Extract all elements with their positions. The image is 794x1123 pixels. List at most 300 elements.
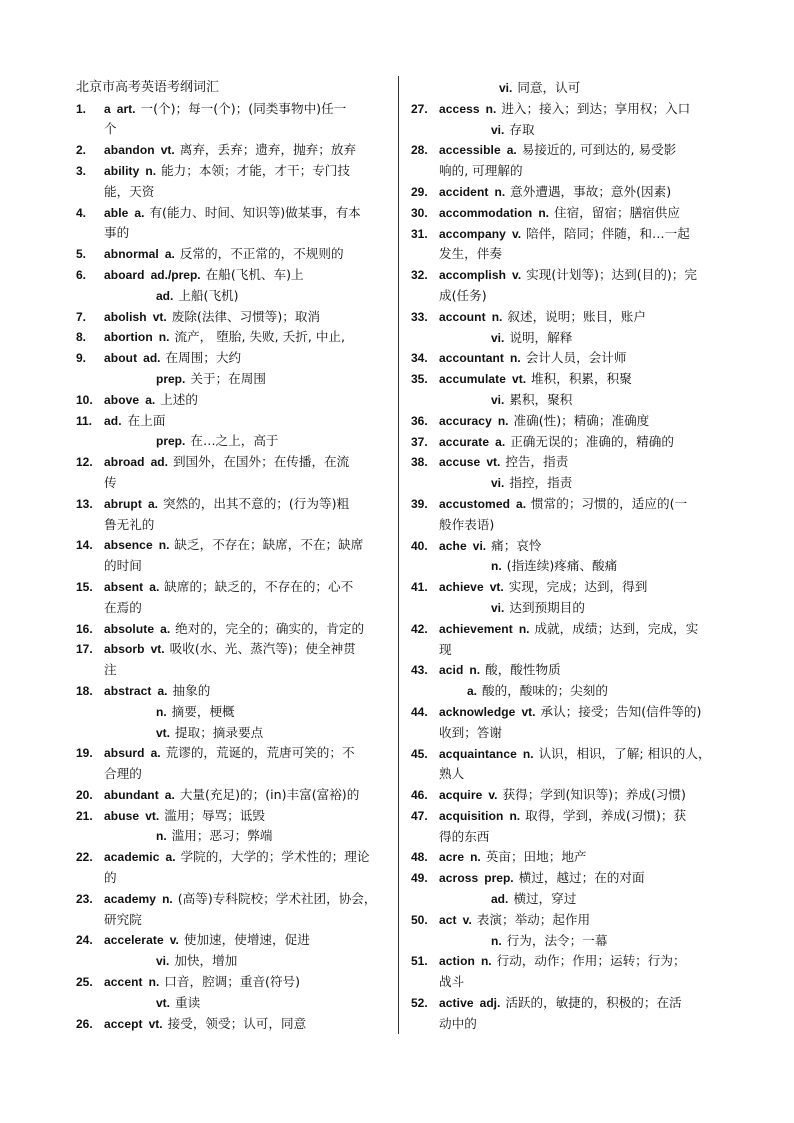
headword: access bbox=[439, 101, 480, 116]
sub-definition: 关于；在周围 bbox=[190, 370, 266, 386]
headword: abuse bbox=[104, 808, 140, 823]
sub-sense-line bbox=[76, 431, 390, 452]
sub-part-of-speech: vi. bbox=[491, 392, 505, 407]
vocab-entry bbox=[411, 951, 725, 993]
definition-continued: 鲁无礼的 bbox=[104, 516, 155, 532]
headword: accelerate bbox=[104, 933, 164, 948]
vocab-entry bbox=[76, 140, 390, 161]
definition-continued: 收到；答谢 bbox=[439, 724, 502, 740]
entry-line bbox=[76, 743, 390, 764]
headword: ache bbox=[439, 538, 467, 553]
sub-sense-line bbox=[411, 889, 725, 910]
sub-sense-line bbox=[76, 702, 390, 723]
vocab-entry bbox=[76, 307, 390, 328]
sub-part-of-speech: prep. bbox=[156, 371, 186, 386]
vocab-entry bbox=[411, 806, 725, 848]
entry-line bbox=[411, 203, 725, 224]
entry-number: 8. bbox=[76, 330, 87, 345]
headword: absent bbox=[104, 579, 144, 594]
part-of-speech: vt. bbox=[486, 455, 501, 470]
headword: ad. bbox=[104, 413, 122, 428]
part-of-speech: vt. bbox=[489, 580, 504, 595]
entry-line bbox=[411, 806, 725, 827]
headword: accent bbox=[104, 975, 143, 990]
sub-definition: 酸的，酸味的；尖刻的 bbox=[482, 683, 608, 699]
headword: about bbox=[104, 351, 138, 366]
headword: absolute bbox=[104, 621, 155, 636]
column-divider bbox=[398, 76, 399, 1034]
entry-number: 16. bbox=[76, 621, 93, 636]
entry-number: 51. bbox=[411, 954, 428, 969]
vocab-entry bbox=[76, 889, 390, 931]
sub-part-of-speech: vi. bbox=[491, 330, 505, 345]
sub-part-of-speech: a. bbox=[467, 684, 478, 699]
entry-line bbox=[411, 868, 725, 889]
headword: abolish bbox=[104, 309, 147, 324]
entry-line bbox=[411, 224, 725, 245]
vocab-entry bbox=[76, 244, 390, 265]
headword: absurd bbox=[104, 746, 145, 761]
entry-number: 35. bbox=[411, 372, 428, 387]
entry-line bbox=[411, 744, 725, 765]
entry-line bbox=[76, 307, 390, 328]
headword: ability bbox=[104, 163, 140, 178]
entry-number: 29. bbox=[411, 184, 428, 199]
definition: 活跃的，敏捷的，积极的；在活 bbox=[505, 995, 682, 1011]
vocab-entry bbox=[76, 681, 390, 743]
definition: 抽象的 bbox=[172, 682, 211, 698]
definition-continued: 现 bbox=[439, 641, 452, 657]
entry-number: 10. bbox=[76, 392, 93, 407]
headword: aboard bbox=[104, 267, 145, 282]
vocab-entry bbox=[76, 930, 390, 972]
vocab-entry bbox=[76, 265, 390, 307]
part-of-speech: n. bbox=[158, 330, 170, 345]
definition: (高等)专科院校；学术社团，协会， bbox=[177, 890, 377, 906]
vocab-entry bbox=[411, 847, 725, 868]
definition-continued: 传 bbox=[104, 474, 117, 490]
vocab-entry bbox=[76, 847, 390, 889]
continuation-def: 同意，认可 bbox=[517, 80, 581, 95]
vocab-entry bbox=[411, 348, 725, 369]
entry-number: 42. bbox=[411, 621, 428, 636]
headword: acid bbox=[439, 663, 464, 678]
entry-number: 50. bbox=[411, 912, 428, 927]
part-of-speech: n. bbox=[491, 309, 503, 324]
vocab-entry bbox=[76, 411, 390, 453]
definition: 住宿，留宿；膳宿供应 bbox=[554, 204, 680, 220]
definition: 正确无误的；准确的，精确的 bbox=[510, 433, 674, 449]
entry-number: 32. bbox=[411, 268, 428, 283]
sub-part-of-speech: ad. bbox=[156, 288, 174, 303]
definition-continued: 事的 bbox=[104, 225, 130, 241]
entry-number: 1. bbox=[76, 101, 87, 116]
entry-line bbox=[76, 348, 390, 369]
entry-number: 4. bbox=[76, 205, 87, 220]
entry-number: 3. bbox=[76, 163, 87, 178]
headword: accountant bbox=[439, 351, 505, 366]
definition: 成就，成绩；达到，完成，实 bbox=[534, 620, 699, 636]
definition: 进入；接入；到达；享用权；入口 bbox=[501, 100, 691, 116]
part-of-speech: ad. bbox=[150, 455, 168, 470]
vocab-entry bbox=[411, 307, 725, 349]
sub-definition: 加快，增加 bbox=[174, 953, 238, 969]
entry-line bbox=[76, 411, 390, 432]
entry-line bbox=[76, 203, 390, 224]
vocab-entry bbox=[411, 452, 725, 494]
entry-number: 9. bbox=[76, 351, 87, 366]
entry-line bbox=[76, 327, 390, 348]
entry-number: 37. bbox=[411, 434, 428, 449]
part-of-speech: a. bbox=[164, 247, 175, 262]
entry-number: 20. bbox=[76, 787, 93, 802]
vocab-entry bbox=[411, 224, 725, 266]
vocab-entry bbox=[411, 99, 725, 141]
entry-line bbox=[411, 348, 725, 369]
definition: 酸，酸性物质 bbox=[485, 662, 561, 678]
vocab-entry bbox=[411, 182, 725, 203]
definition: 实现，完成；达到，得到 bbox=[508, 579, 648, 595]
sub-definition: 横过，穿过 bbox=[513, 891, 577, 907]
entry-line bbox=[411, 369, 725, 390]
entry-line bbox=[411, 577, 725, 598]
vocab-entry bbox=[411, 660, 725, 702]
entry-number: 47. bbox=[411, 808, 428, 823]
part-of-speech: vt. bbox=[160, 143, 175, 158]
definition-continued: 在焉的 bbox=[104, 599, 142, 615]
headword: accommodation bbox=[439, 205, 533, 220]
headword: accompany bbox=[439, 226, 506, 241]
vocab-entry bbox=[411, 536, 725, 578]
vocab-entry bbox=[411, 140, 725, 182]
headword: achieve bbox=[439, 580, 484, 595]
entry-number: 22. bbox=[76, 850, 93, 865]
definition-continued: 注 bbox=[104, 662, 117, 678]
definition-continued: 动中的 bbox=[439, 1015, 477, 1031]
sub-sense-line bbox=[76, 723, 390, 744]
sub-sense-line bbox=[76, 286, 390, 307]
entry-number: 6. bbox=[76, 267, 87, 282]
sub-part-of-speech: n. bbox=[491, 933, 502, 948]
vocab-entry bbox=[76, 348, 390, 390]
continuation-line bbox=[411, 78, 725, 99]
entry-number: 40. bbox=[411, 538, 428, 553]
definition: 使加速，使增速，促进 bbox=[183, 932, 310, 948]
headword: abrupt bbox=[104, 496, 142, 511]
entry-number: 26. bbox=[76, 1016, 93, 1031]
sub-sense-line bbox=[411, 120, 725, 141]
sub-sense-line bbox=[411, 556, 725, 577]
definition: 承认；接受；告知(信件等的) bbox=[540, 703, 702, 719]
headword: abandon bbox=[104, 143, 155, 158]
vocab-entry bbox=[411, 494, 725, 536]
vocab-entry bbox=[76, 494, 390, 536]
entry-line bbox=[411, 140, 725, 161]
part-of-speech: a. bbox=[495, 434, 506, 449]
part-of-speech: n. bbox=[145, 163, 157, 178]
vocab-entry bbox=[76, 1014, 390, 1035]
part-of-speech: v. bbox=[488, 788, 498, 803]
entry-line bbox=[411, 847, 725, 868]
definition: 取得，学到，养成(习惯)；获 bbox=[525, 807, 687, 823]
entry-line bbox=[411, 432, 725, 453]
part-of-speech: n. bbox=[158, 538, 170, 553]
headword: acknowledge bbox=[439, 704, 516, 719]
sub-definition: 累积，聚积 bbox=[509, 391, 573, 407]
vocab-entry bbox=[76, 619, 390, 640]
entry-line bbox=[76, 785, 390, 806]
headword: accessible bbox=[439, 143, 501, 158]
entry-line bbox=[411, 99, 725, 120]
entry-number: 33. bbox=[411, 309, 428, 324]
entry-line bbox=[411, 993, 725, 1014]
definition: 缺席的；缺乏的，不存在的；心不 bbox=[164, 578, 354, 594]
vocab-entry bbox=[411, 785, 725, 806]
definition: 控告，指责 bbox=[505, 454, 569, 470]
entry-line bbox=[76, 972, 390, 993]
entry-line bbox=[76, 806, 390, 827]
sub-definition: 摘要，梗概 bbox=[171, 703, 235, 719]
definition: 意外遭遇，事故；意外(因素) bbox=[510, 183, 672, 199]
definition: 陪伴，陪同；伴随，和…一起 bbox=[526, 225, 690, 241]
part-of-speech: a. bbox=[506, 143, 517, 158]
definition: 认识，相识，了解; 相识的人， bbox=[538, 745, 711, 761]
entry-line bbox=[76, 639, 390, 660]
definition: 离弃，丢弃；遗弃，抛弃；放弃 bbox=[179, 142, 357, 158]
entry-number: 45. bbox=[411, 746, 428, 761]
definition: 行动，动作；作用；运转；行为； bbox=[496, 953, 686, 969]
vocab-entry bbox=[411, 369, 725, 411]
part-of-speech: n. bbox=[518, 621, 530, 636]
sub-sense-line bbox=[76, 951, 390, 972]
entry-number: 44. bbox=[411, 704, 428, 719]
sub-part-of-speech: vi. bbox=[491, 122, 505, 137]
definition: 口音，腔调；重音(符号) bbox=[164, 974, 301, 990]
part-of-speech: n. bbox=[148, 975, 160, 990]
part-of-speech: v. bbox=[511, 226, 522, 241]
definition-continued: 响的, 可理解的 bbox=[439, 163, 523, 179]
entry-line bbox=[76, 452, 390, 473]
part-of-speech: ad. bbox=[143, 351, 161, 366]
part-of-speech: art. bbox=[116, 101, 136, 116]
definition: 上述的 bbox=[160, 391, 198, 407]
entry-line bbox=[76, 847, 390, 868]
entry-number: 18. bbox=[76, 683, 93, 698]
part-of-speech: vt. bbox=[512, 372, 527, 387]
part-of-speech: vt. bbox=[152, 309, 167, 324]
entry-number: 31. bbox=[411, 226, 428, 241]
entry-number: 17. bbox=[76, 642, 93, 657]
entry-number: 27. bbox=[411, 101, 428, 116]
document-title: 北京市高考英语考纲词汇 bbox=[76, 80, 220, 95]
definition-continued: 能，天资 bbox=[104, 183, 155, 199]
definition: 大量(充足)的；(in)丰富(富裕)的 bbox=[179, 786, 360, 802]
sub-definition: 在…之上，高于 bbox=[190, 433, 279, 449]
sub-sense-line bbox=[411, 390, 725, 411]
vocab-entry bbox=[76, 161, 390, 203]
definition-continued: 发生，伴奏 bbox=[439, 246, 502, 262]
definition-continued: 般作表语) bbox=[439, 516, 495, 532]
definition-continued: 个 bbox=[104, 121, 117, 137]
entry-line bbox=[76, 1014, 390, 1035]
entry-line bbox=[76, 140, 390, 161]
definition: 学院的，大学的；学术性的；理论 bbox=[180, 849, 370, 865]
entry-line bbox=[76, 930, 390, 951]
headword: abnormal bbox=[104, 247, 159, 262]
definition: 在周围；大约 bbox=[165, 350, 242, 366]
vocab-entry bbox=[411, 619, 725, 661]
left-column bbox=[76, 78, 390, 1034]
part-of-speech: vi. bbox=[472, 538, 487, 553]
entry-number: 48. bbox=[411, 850, 428, 865]
definition: 能力；本领；才能，才干；专门技 bbox=[161, 162, 350, 178]
entry-number: 25. bbox=[76, 975, 93, 990]
entry-line bbox=[411, 619, 725, 640]
sub-sense-line bbox=[76, 826, 390, 847]
headword: accident bbox=[439, 184, 489, 199]
vocab-entry bbox=[76, 327, 390, 348]
definition-continued: 的时间 bbox=[104, 558, 142, 574]
vocab-entry bbox=[76, 806, 390, 848]
definition: 滥用；辱骂；诋毁 bbox=[164, 807, 265, 823]
definition-continued: 成(任务) bbox=[439, 287, 487, 303]
definition: 实现(计划等)；达到(目的)；完 bbox=[526, 267, 697, 283]
sub-definition: 行为，法令；一幕 bbox=[506, 932, 608, 948]
entry-line bbox=[411, 494, 725, 515]
vocab-entry bbox=[411, 868, 725, 910]
definition: 英亩；田地；地产 bbox=[485, 849, 587, 865]
vocab-entry bbox=[411, 432, 725, 453]
definition: 横过，越过；在的对面 bbox=[518, 870, 645, 886]
part-of-speech: a. bbox=[157, 683, 168, 698]
definition: 易接近的, 可到达的, 易受影 bbox=[521, 142, 677, 158]
definition-continued: 战斗 bbox=[439, 974, 465, 990]
part-of-speech: n. bbox=[509, 808, 521, 823]
sub-part-of-speech: vi. bbox=[156, 954, 170, 969]
entry-number: 30. bbox=[411, 205, 428, 220]
vocab-entry bbox=[76, 972, 390, 1014]
definition: 获得；学到(知识等)；养成(习惯) bbox=[502, 787, 686, 803]
part-of-speech: a. bbox=[134, 205, 145, 220]
entry-number: 41. bbox=[411, 580, 428, 595]
definition: 在船(飞机、车)上 bbox=[205, 266, 304, 282]
part-of-speech: v. bbox=[512, 268, 522, 283]
headword: acre bbox=[439, 850, 465, 865]
entry-line bbox=[411, 452, 725, 473]
entry-number: 2. bbox=[76, 143, 87, 158]
definition: 堆积，积累，积聚 bbox=[531, 371, 632, 387]
sub-definition: 说明，解释 bbox=[509, 329, 573, 345]
part-of-speech: n. bbox=[485, 101, 497, 116]
definition: 荒谬的，荒诞的，荒唐可笑的；不 bbox=[165, 745, 355, 761]
vocab-entry bbox=[76, 452, 390, 494]
entry-number: 13. bbox=[76, 496, 93, 511]
definition: 在上面 bbox=[127, 412, 166, 428]
sub-part-of-speech: vt. bbox=[156, 995, 171, 1010]
vocab-entry bbox=[411, 577, 725, 619]
part-of-speech: a. bbox=[165, 850, 176, 865]
sub-definition: 指控，指责 bbox=[509, 475, 573, 491]
part-of-speech: adj. bbox=[479, 996, 501, 1011]
headword: accomplish bbox=[439, 268, 507, 283]
headword: able bbox=[104, 205, 129, 220]
vocab-entry bbox=[411, 910, 725, 952]
sub-definition: 滥用；恶习；弊端 bbox=[171, 828, 273, 844]
part-of-speech: n. bbox=[469, 663, 481, 678]
sub-definition: (指连续)疼痛、酸痛 bbox=[506, 558, 618, 574]
headword: acquaintance bbox=[439, 746, 517, 761]
vocab-entry bbox=[411, 411, 725, 432]
vocab-entry bbox=[76, 390, 390, 411]
entry-line bbox=[76, 161, 390, 182]
sub-definition: 提取；摘录要点 bbox=[175, 724, 264, 740]
entry-line bbox=[76, 265, 390, 286]
part-of-speech: n. bbox=[497, 413, 509, 428]
sub-part-of-speech: n. bbox=[156, 704, 167, 719]
part-of-speech: a. bbox=[516, 496, 527, 511]
definition: 叙述，说明；账目，账户 bbox=[507, 308, 646, 324]
part-of-speech: a. bbox=[147, 496, 158, 511]
entry-line bbox=[76, 889, 390, 910]
entry-number: 49. bbox=[411, 871, 428, 886]
right-entry-list bbox=[411, 99, 725, 1035]
headword: active bbox=[439, 996, 474, 1011]
vocab-entry bbox=[76, 99, 390, 141]
sub-sense-line bbox=[76, 369, 390, 390]
definition: 一(个)；每一(个)；(同类事物中)任一 bbox=[140, 100, 347, 116]
entry-number: 5. bbox=[76, 247, 87, 262]
definition: 吸收(水、光、蒸汽等)；使全神贯 bbox=[169, 641, 356, 657]
part-of-speech: n. bbox=[494, 184, 506, 199]
definition: 缺乏，不存在；缺席，不在；缺席 bbox=[174, 537, 364, 553]
sub-part-of-speech: vi. bbox=[491, 600, 505, 615]
part-of-speech: a. bbox=[150, 746, 161, 761]
part-of-speech: vt. bbox=[148, 1016, 163, 1031]
entry-number: 14. bbox=[76, 538, 93, 553]
definition: 绝对的，完全的；确实的，肯定的 bbox=[175, 620, 365, 636]
definition-continued: 研究院 bbox=[104, 911, 142, 927]
headword: abundant bbox=[104, 787, 159, 802]
part-of-speech: n. bbox=[480, 954, 492, 969]
vocab-entry bbox=[76, 203, 390, 245]
entry-number: 34. bbox=[411, 351, 428, 366]
headword: absence bbox=[104, 538, 153, 553]
headword: abstract bbox=[104, 683, 152, 698]
headword: accurate bbox=[439, 434, 490, 449]
headword: absorb bbox=[104, 642, 145, 657]
entry-number: 36. bbox=[411, 413, 428, 428]
entry-line bbox=[76, 681, 390, 702]
sub-definition: 存取 bbox=[509, 121, 535, 137]
entry-number: 24. bbox=[76, 933, 93, 948]
sub-sense-line bbox=[411, 598, 725, 619]
entry-line bbox=[76, 577, 390, 598]
headword: accuracy bbox=[439, 413, 492, 428]
part-of-speech: n. bbox=[538, 205, 549, 220]
headword: act bbox=[439, 912, 457, 927]
definition: 惯常的；习惯的，适应的(一 bbox=[531, 495, 688, 511]
part-of-speech: vt. bbox=[145, 808, 160, 823]
part-of-speech: ad./prep. bbox=[150, 267, 201, 282]
entry-line bbox=[76, 390, 390, 411]
part-of-speech: a. bbox=[145, 392, 156, 407]
entry-line bbox=[76, 244, 390, 265]
part-of-speech: n. bbox=[510, 351, 521, 366]
part-of-speech: vt. bbox=[150, 642, 165, 657]
definition: 突然的，出其不意的；(行为等)粗 bbox=[162, 495, 350, 511]
vocab-entry bbox=[76, 577, 390, 619]
part-of-speech: prep. bbox=[484, 871, 514, 886]
